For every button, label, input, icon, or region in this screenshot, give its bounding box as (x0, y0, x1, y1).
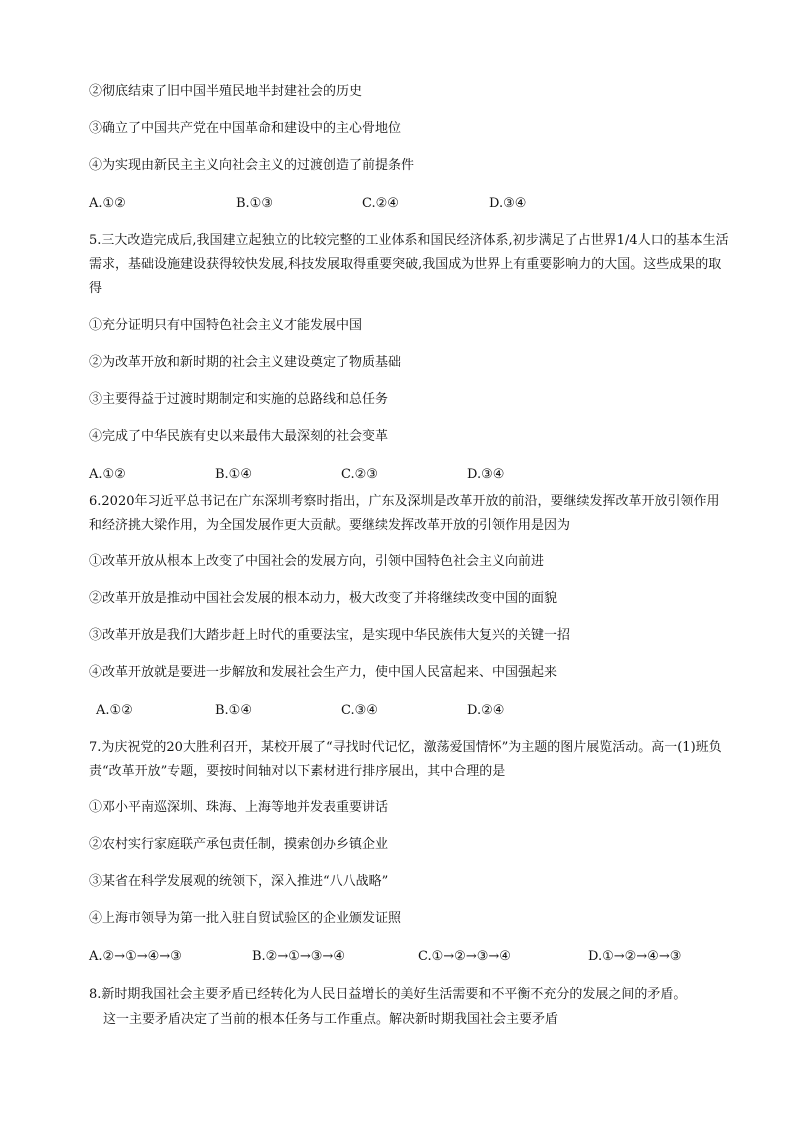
q4-option-d: D.③④ (489, 196, 527, 211)
q4-item-3: ③确立了中国共产党在中国革命和建设中的主心骨地位 (89, 121, 402, 136)
q5-option-a: A.①② (89, 467, 126, 482)
q4-item-4: ④为实现由新民主主义向社会主义的过渡创造了前提条件 (89, 158, 415, 173)
q5-item-1: ①充分证明只有中国特色社会主义才能发展中国 (89, 318, 363, 333)
q5-item-3: ③主要得益于过渡时期制定和实施的总路线和总任务 (89, 392, 389, 407)
q6-option-a: A.①② (96, 703, 133, 718)
q6-option-b: B.①④ (215, 703, 252, 718)
q8-stem-line-1: 8.新时期我国社会主要矛盾已经转化为人民日益增长的美好生活需要和不平衡不充分的发展之间的矛盾。 (89, 987, 687, 1002)
q7-item-4: ④上海市领导为第一批入驻自贸试验区的企业颁发证照 (89, 911, 402, 926)
q5-item-2: ②为改革开放和新时期的社会主义建设奠定了物质基础 (89, 355, 402, 370)
q6-item-3: ③改革开放是我们大踏步赶上时代的重要法宝，是实现中华民族伟大复兴的关键一招 (89, 628, 571, 643)
q6-item-4: ④改革开放就是要进一步解放和发展社会生产力，使中国人民富起来、中国强起来 (89, 665, 558, 680)
q7-option-c: C.①→②→③→④ (418, 949, 511, 964)
q6-item-2: ②改革开放是推动中国社会发展的根本动力，极大改变了并将继续改变中国的面貌 (89, 591, 558, 606)
q5-item-4: ④完成了中华民族有史以来最伟大最深刻的社会变革 (89, 429, 389, 444)
q7-option-a: A.②→①→④→③ (89, 949, 182, 964)
q4-item-2: ②彻底结束了旧中国半殖民地半封建社会的历史 (89, 84, 363, 99)
q7-item-3: ③某省在科学发展观的统领下，深入推进“八八战略” (89, 874, 389, 889)
q5-stem: 5.三大改造完成后,我国建立起独立的比较完整的工业体系和国民经济体系,初步满足了占世界1/4人口的基本生活需求，基础设施建设获得较快发展,科技发展取得重要突破,我国成为世界上有重要影响力的大国。这些成果的取得 (89, 233, 729, 296)
q6-option-d: D.②④ (467, 703, 505, 718)
q7-stem: 7.为庆祝党的20大胜利召开，某校开展了“寻找时代记忆，激荡爱国情怀”为主题的图片展览活动。高一(1)班负责“改革开放”专题，要按时间轴对以下素材进行排序展出，其中合理的是 (89, 740, 722, 779)
q4-option-a: A.①② (89, 196, 126, 211)
q7-option-b: B.②→①→③→④ (252, 949, 345, 964)
q5-option-c: C.②③ (341, 467, 378, 482)
q7-item-2: ②农村实行家庭联产承包责任制，摸索创办乡镇企业 (89, 837, 389, 852)
q6-stem: 6.2020年习近平总书记在广东深圳考察时指出，广东及深圳是改革开放的前沿，要继续发挥改革开放引领作用和经济挑大梁作用，为全国发展作更大贡献。要继续发挥改革开放的引领作用是因为 (89, 494, 720, 533)
q5-option-d: D.③④ (467, 467, 505, 482)
q7-option-d: D.①→②→④→③ (588, 949, 682, 964)
q6-item-1: ①改革开放从根本上改变了中国社会的发展方向，引领中国特色社会主义向前进 (89, 554, 545, 569)
q4-option-b: B.①③ (236, 196, 273, 211)
q8-stem-line-2: 这一主要矛盾决定了当前的根本任务与工作重点。解决新时期我国社会主要矛盾 (103, 1012, 559, 1027)
q4-option-c: C.②④ (362, 196, 399, 211)
q5-option-b: B.①④ (215, 467, 252, 482)
q6-option-c: C.③④ (341, 703, 378, 718)
q7-item-1: ①邓小平南巡深圳、珠海、上海等地并发表重要讲话 (89, 800, 389, 815)
